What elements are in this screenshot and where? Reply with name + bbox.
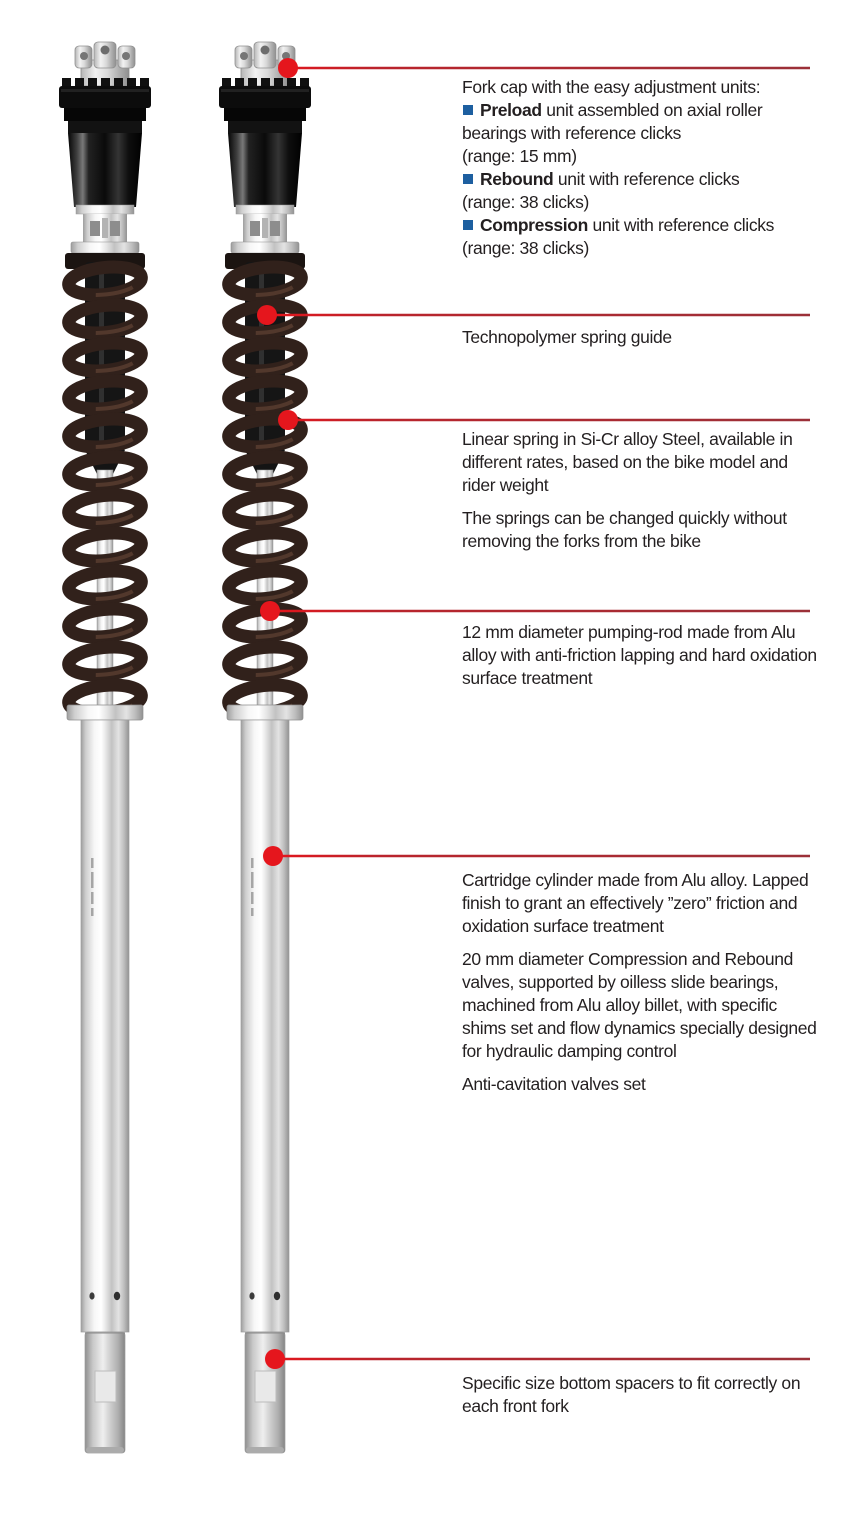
bullet-rebound: Rebound unit with reference clicks [462,168,818,191]
marker-dot-cartridge [263,846,283,866]
marker-dot-bottom-spacer [265,1349,285,1369]
annotation-text: Anti-cavitation valves set [462,1074,646,1094]
bullet-preload: Preload unit assembled on axial roller bearings with reference clicks [462,100,763,143]
fork-cartridge-left [59,42,151,1453]
annotation-pumping-rod [462,621,818,690]
annotation-text: Linear spring in Si-Cr alloy Steel, available in different rates, based on the bike model and rider weight [462,429,793,495]
bullet-square-icon [463,174,473,184]
marker-dot-spring-guide [257,305,277,325]
annotation-text: Specific size bottom spacers to fit correctly on each front fork [462,1373,801,1416]
annotation-text: 20 mm diameter Compression and Rebound valves, supported by oilless slide bearings, machined from Alu alloy billet, with specific shims set and flow dynamics specially designed for hydraulic damping control [462,949,817,1061]
annotation-cartridge-cylinder [462,869,818,1096]
annotation-text: 12 mm diameter pumping-rod made from Alu alloy with anti-friction lapping and hard oxidation surface treatment [462,622,817,688]
bullet-rebound-range: (range: 38 clicks) [462,192,589,212]
marker-dot-linear-spring [278,410,298,430]
bullet-square-icon [463,105,473,115]
annotation-text: Technopolymer spring guide [462,327,672,347]
annotation-text: Cartridge cylinder made from Alu alloy. Lapped finish to grant an effectively ”zero” friction and oxidation surface treatment [462,870,809,936]
marker-dot-pumping-rod [260,601,280,621]
bullet-compression: Compression unit with reference clicks [462,214,818,237]
bullet-preload-range: (range: 15 mm) [462,146,577,166]
annotation-bottom-spacers [462,1372,818,1418]
bullet-compression-range: (range: 38 clicks) [462,238,589,258]
annotation-spring-guide [462,326,818,349]
fork-cartridge-right [219,42,311,1453]
annotation-text: The springs can be changed quickly without removing the forks from the bike [462,508,787,551]
leader-lines [267,68,810,1359]
annotation-intro: Fork cap with the easy adjustment units: [462,77,761,97]
bullet-square-icon [463,220,473,230]
annotation-linear-spring [462,428,818,553]
marker-dot-fork-cap [278,58,298,78]
annotation-fork-cap [462,76,818,260]
